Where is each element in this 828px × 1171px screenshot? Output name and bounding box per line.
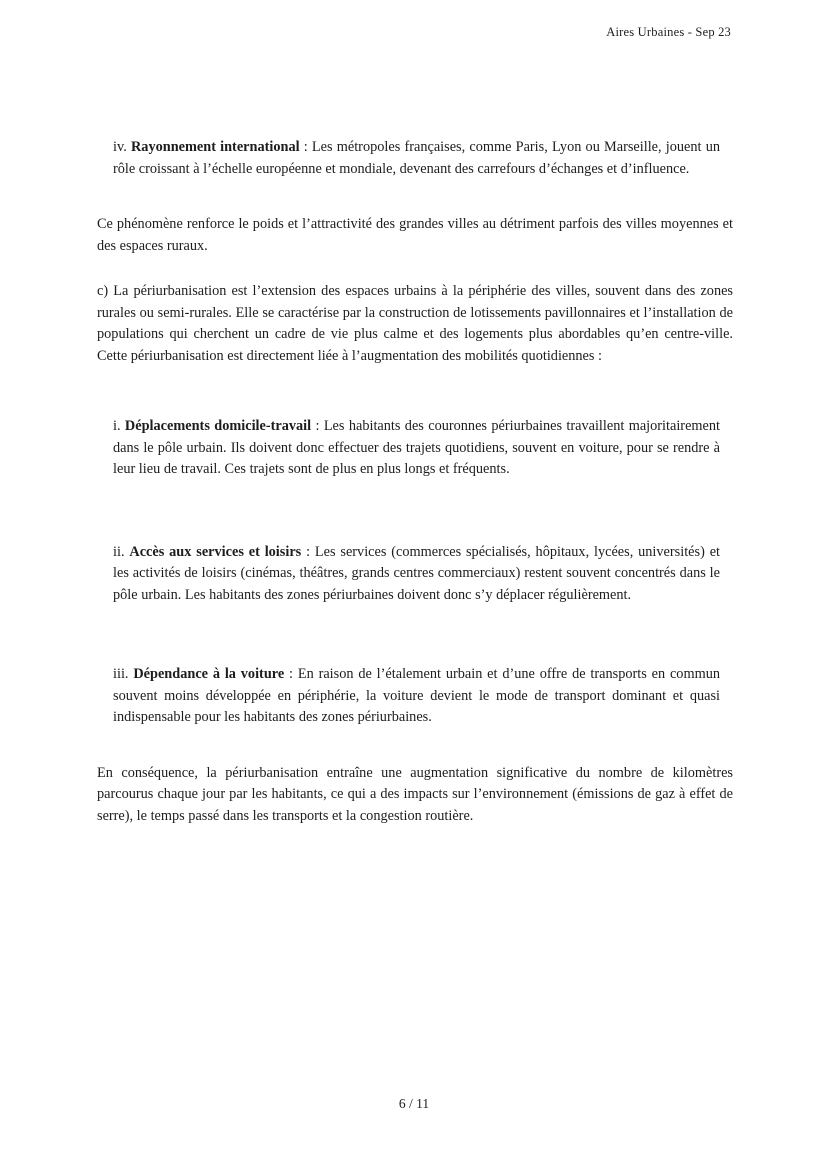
list-item-i — [113, 416, 720, 481]
header-title: Aires Urbaines - Sep 23 — [606, 25, 731, 39]
list-item-iii-text: : En raison de l’étalement urbain et d’une offre de transports en commun souvent moins développée en périphérie, la voiture devient le mode de transport dominant et quasi indispensable pour les habitants des zones périurbaines. — [113, 666, 720, 725]
list-item-iv-title: Rayonnement international — [130, 139, 300, 155]
list-marker-i: i. — [113, 418, 121, 434]
document-content — [97, 137, 733, 827]
paragraph-periurbanisation: c) La périurbanisation est l’extension des espaces urbains à la périphérie des villes, souvent dans des zones rurales ou semi-rurales. Elle se caractérise par la construction de lotissements pavillonnaires et l’installation de populations qui cherchent un cadre de vie plus calme et des logements plus abordables qu’en centre-ville. Cette périurbanisation est directement liée à l’augmentation des mobilités quotidiennes : — [97, 283, 733, 364]
page-number: 6 / 11 — [398, 1096, 430, 1111]
list-marker-iii: iii. — [113, 666, 129, 682]
paragraph-consequence: En conséquence, la périurbanisation entraîne une augmentation significative du nombre de kilomètres parcourus chaque jour par les habitants, ce qui a des impacts sur l’environnement (émissions de gaz à effet de serre), le temps passé dans les transports et la congestion routière. — [97, 764, 733, 824]
list-item-iv — [113, 137, 720, 180]
paragraph-phenomene: Ce phénomène renforce le poids et l’attractivité des grandes villes au détriment parfois des villes moyennes et des espaces ruraux. — [97, 216, 733, 254]
page-footer — [0, 1096, 828, 1112]
list-marker-iv: iv. — [113, 139, 127, 155]
list-item-i-text: : Les habitants des couronnes périurbaines travaillent majoritairement dans le pôle urbain. Ils doivent donc effectuer des trajets quotidiens, souvent en voiture, pour se rendre à leur lieu de travail. Ces trajets sont de plus en plus longs et fréquents. — [113, 418, 720, 477]
list-item-iv-text: : Les métropoles françaises, comme Paris, Lyon ou Marseille, jouent un rôle croissant à l’échelle européenne et mondiale, devenant des carrefours d’échanges et d’influence. — [113, 139, 720, 177]
page-header — [0, 25, 731, 40]
list-item-ii — [113, 542, 720, 607]
list-marker-ii: ii. — [113, 543, 125, 560]
list-item-i-title: Déplacements domicile-travail — [124, 418, 312, 434]
list-item-iii-title: Dépendance à la voiture — [133, 666, 285, 682]
list-item-ii-title: Accès aux services et loisirs — [129, 543, 302, 560]
list-item-iii — [113, 664, 720, 729]
list-item-ii-text: : Les services (commerces spécialisés, hôpitaux, lycées, universités) et les activités de loisirs (cinémas, théâtres, grands centres commerciaux) restent souvent concentrés dans le pôle urbain. Les habitants des zones périurbaines doivent donc s’y déplacer régulièrement. — [113, 543, 721, 603]
